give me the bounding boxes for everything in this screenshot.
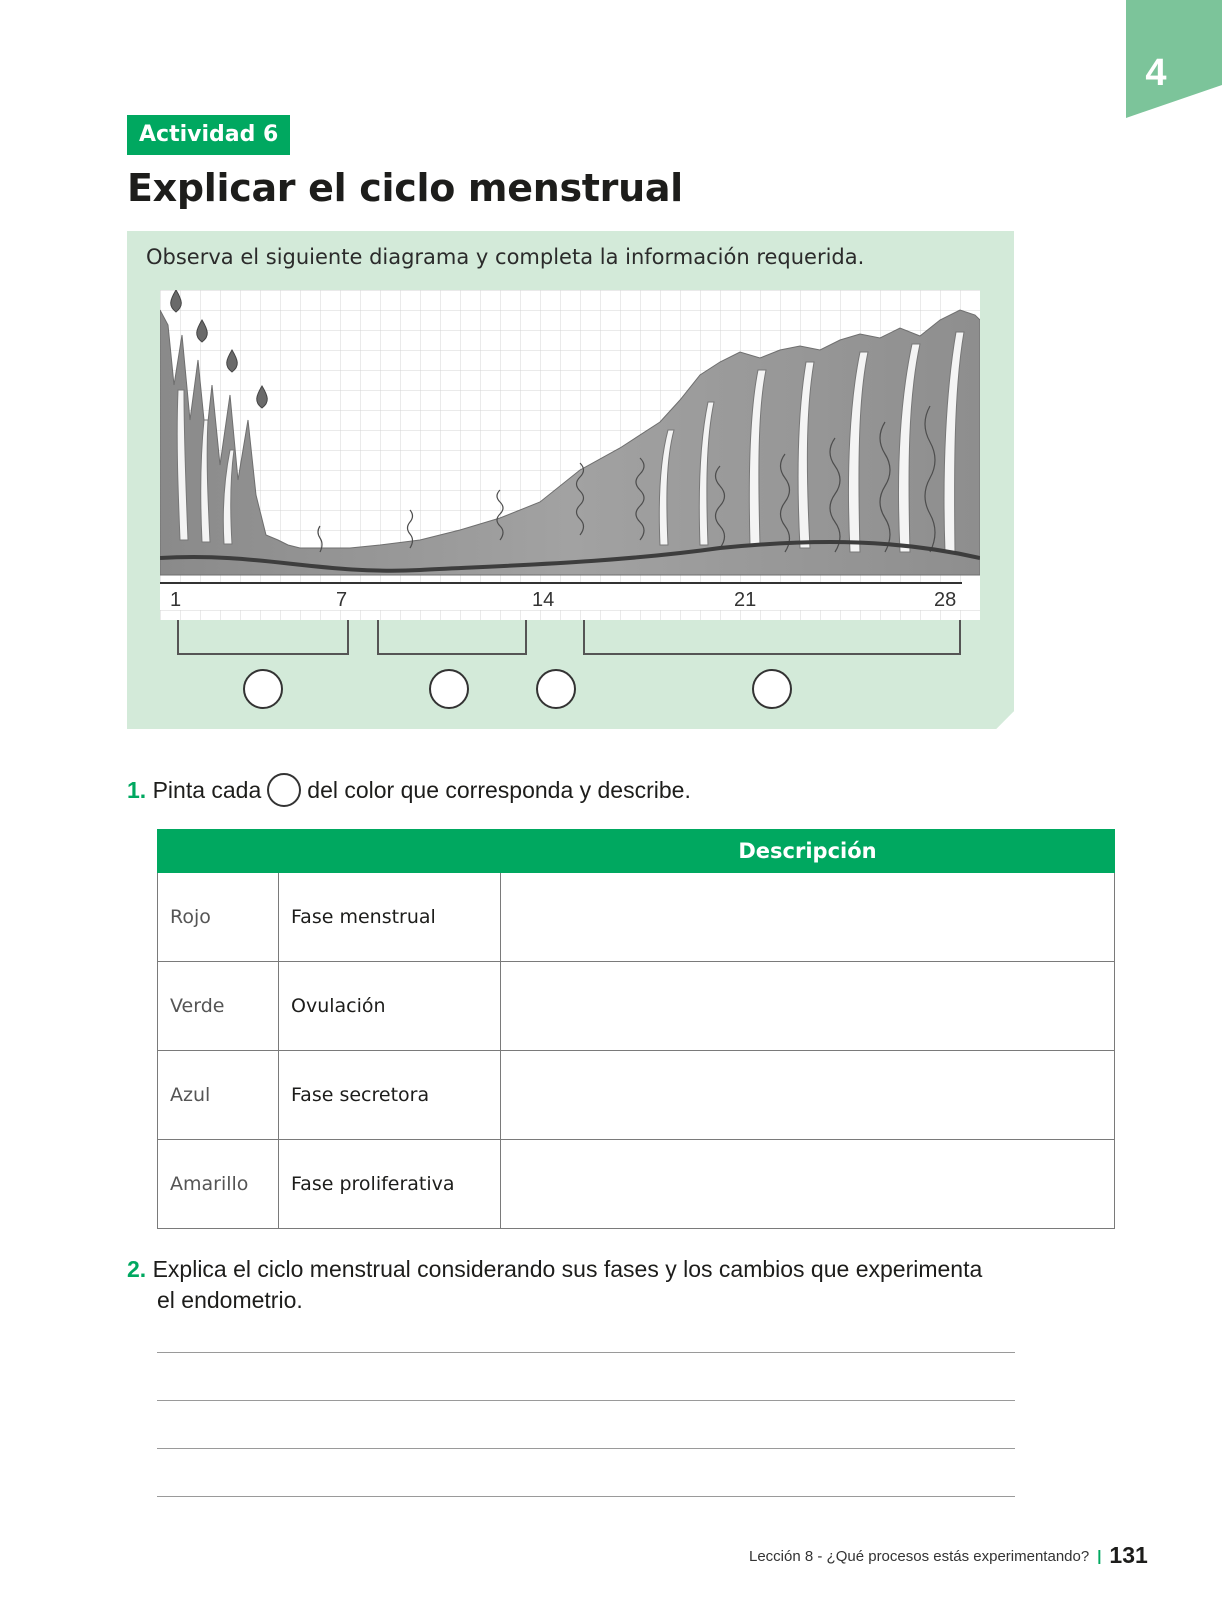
day-label-21: 21 — [734, 589, 757, 611]
question-2-text: Explica el ciclo menstrual considerando sus fases y los cambios que experimenta — [152, 1256, 983, 1282]
day-label-7: 7 — [336, 589, 348, 611]
question-2-line-2: el endometrio. — [157, 1287, 303, 1313]
day-label-1: 1 — [170, 589, 182, 611]
page-number: 131 — [1109, 1542, 1148, 1568]
question-2-line-1 — [127, 1256, 982, 1283]
phase-circle-menstrual[interactable] — [244, 670, 282, 708]
table-row — [158, 1140, 1115, 1229]
phase-brackets — [178, 620, 960, 654]
color-cell: Verde — [158, 962, 279, 1051]
day-label-14: 14 — [532, 589, 555, 611]
answer-line[interactable] — [157, 1448, 1015, 1449]
phase-cell: Fase secretora — [279, 1051, 501, 1140]
day-label-28: 28 — [934, 589, 957, 611]
phase-cell: Fase menstrual — [279, 873, 501, 962]
bracket-menstrual — [178, 620, 348, 654]
phase-table — [157, 829, 1115, 1229]
phase-circle-ovulation[interactable] — [537, 670, 575, 708]
menstrual-cycle-diagram — [160, 290, 980, 720]
table-header-description: Descripción — [501, 830, 1115, 873]
table-header-blank — [158, 830, 501, 873]
table-row — [158, 1051, 1115, 1140]
page-title: Explicar el ciclo menstrual — [127, 166, 683, 210]
bracket-secretory — [584, 620, 960, 654]
description-cell[interactable] — [501, 962, 1115, 1051]
answer-line[interactable] — [157, 1400, 1015, 1401]
answer-line[interactable] — [157, 1496, 1015, 1497]
footer-separator: | — [1097, 1548, 1102, 1565]
phase-cell: Ovulación — [279, 962, 501, 1051]
question-1 — [127, 775, 691, 809]
description-cell[interactable] — [501, 1140, 1115, 1229]
activity-badge: Actividad 6 — [127, 115, 290, 155]
chapter-number: 4 — [1145, 52, 1167, 94]
phase-cell: Fase proliferativa — [279, 1140, 501, 1229]
color-cell: Amarillo — [158, 1140, 279, 1229]
question-2-number: 2. — [127, 1256, 147, 1282]
question-1-text-after: del color que corresponda y describe. — [307, 777, 691, 804]
bracket-proliferative — [378, 620, 526, 654]
circle-icon — [267, 773, 301, 807]
description-cell[interactable] — [501, 873, 1115, 962]
answer-line[interactable] — [157, 1352, 1015, 1353]
color-cell: Azul — [158, 1051, 279, 1140]
description-cell[interactable] — [501, 1051, 1115, 1140]
phase-circle-secretory[interactable] — [753, 670, 791, 708]
color-cell: Rojo — [158, 873, 279, 962]
panel-instruction: Observa el siguiente diagrama y completa la información requerida. — [146, 245, 865, 269]
footer — [749, 1540, 1148, 1567]
phase-circle-proliferative[interactable] — [430, 670, 468, 708]
footer-lesson: Lección 8 - ¿Qué procesos estás experimentando? — [749, 1548, 1090, 1565]
question-1-number: 1. — [127, 777, 147, 804]
table-header-row — [158, 830, 1115, 873]
question-1-text-before: Pinta cada — [152, 777, 262, 804]
table-row — [158, 962, 1115, 1051]
table-row — [158, 873, 1115, 962]
